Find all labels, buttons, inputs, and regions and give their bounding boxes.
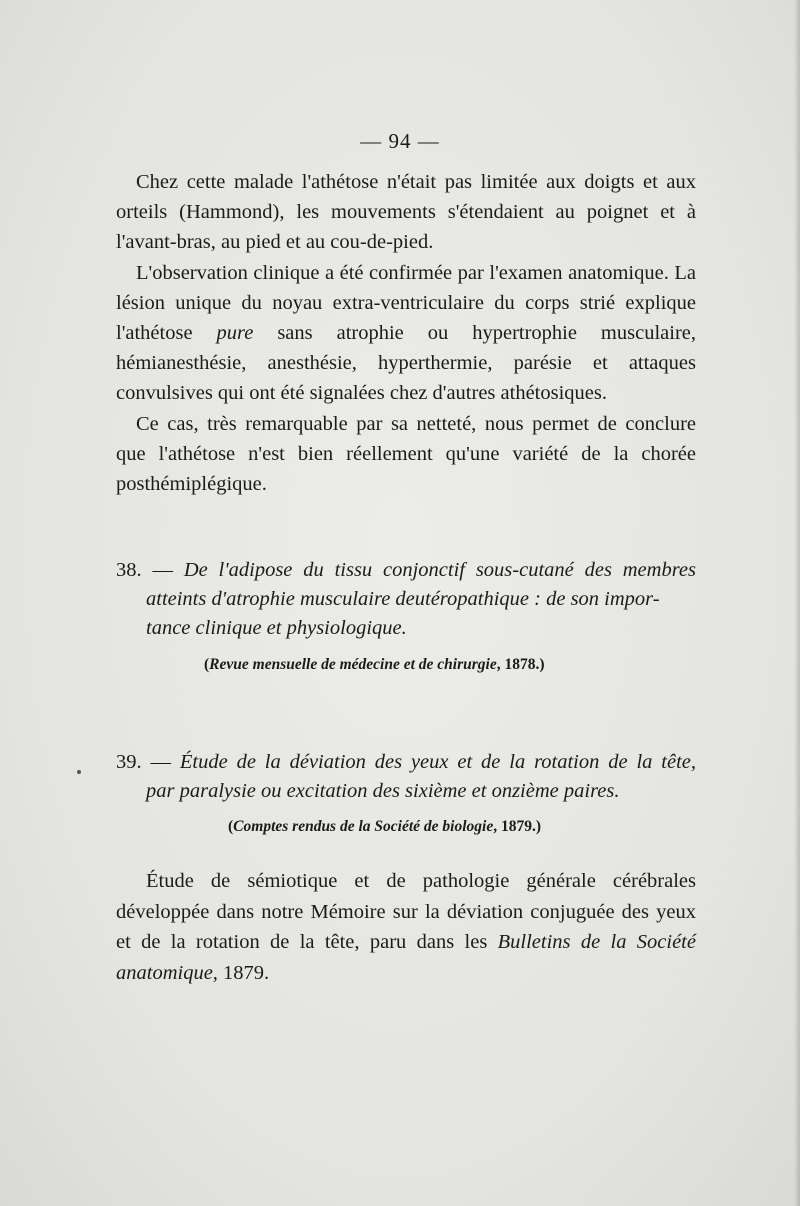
entry-39-first-line: [116, 748, 696, 777]
entry-39-number: 39. —: [116, 751, 180, 773]
entry-39-description-text-b: , 1879.: [212, 961, 270, 984]
entry-39-description-paragraph: [116, 866, 696, 988]
intro-paragraph-1: Chez cette malade l'athétose n'était pas limitée aux doigts et aux orteils (Hammond), les mouvements s'étendaient au poignet et à l'avant-bras, au pied et au cou-de-pied.: [116, 171, 696, 254]
entry-39-source: [228, 818, 541, 836]
entry-38-title-line-1: De l'adipose du tissu conjonctif sous-cutané des membres: [183, 559, 697, 581]
page-number: — 94 —: [360, 129, 440, 153]
page-speck: [77, 770, 81, 774]
entry-39-title-line-1: Étude de la déviation des yeux et de la rotation de la tête,: [179, 751, 697, 773]
intro-paragraph-2-text-b: sans atrophie ou hypertrophie musculaire, hémianesthésie, anesthésie, hyperthermie, parésie et attaques convulsives qui ont été signalées chez d'autres athétosiques.: [116, 322, 696, 405]
entry-39-source-open: (: [228, 818, 234, 835]
intro-paragraph-2-text-a: L'observation clinique a été confirmée par l'examen anatomique. La lésion unique du noyau extra-ventriculaire du corps strié explique l'athétose: [116, 261, 696, 345]
entry-39-description: [116, 866, 696, 988]
bibliography-entry-38: [116, 556, 696, 643]
bibliography-entry-39: [116, 748, 696, 806]
intro-paragraph-2: [116, 258, 696, 409]
entry-38-title-line-2: atteints d'atrophie musculaire deutéropathique : de son impor-: [146, 588, 660, 610]
intro-paragraph-3: Ce cas, très remarquable par sa netteté, nous permet de conclure que l'athétose n'est bien réellement qu'une variété de la chorée posthémiplégique.: [116, 412, 696, 496]
entry-39-description-text-a: Étude de sémiotique et de pathologie générale cérébrales développée dans notre Mémoire sur la déviation conjuguée des yeux et de la rotation de la tête, paru dans les: [116, 870, 696, 953]
entry-38-first-line: [116, 556, 696, 585]
entry-39-description-emphasis: Bulletins de la Société anatomique: [116, 931, 696, 984]
entry-39-source-year: , 1879.): [493, 818, 542, 835]
page-edge-shadow: [794, 0, 800, 1206]
entry-38-number: 38. —: [116, 559, 184, 581]
entry-38-source-journal: Revue mensuelle de médecine et de chirurgie: [209, 656, 497, 673]
entry-39-title-line-2: par paralysie ou excitation des sixième et onzième paires.: [146, 780, 620, 802]
entry-39-source-journal: Comptes rendus de la Société de biologie: [233, 818, 494, 835]
entry-38-source-year: , 1878.): [496, 656, 545, 673]
entry-38-source: [204, 656, 545, 674]
entry-38-source-open: (: [204, 656, 210, 673]
intro-paragraph-2-emphasis: pure: [216, 322, 254, 345]
entry-38-title-line-3: tance clinique et physiologique.: [146, 617, 407, 639]
intro-section: [116, 167, 696, 499]
